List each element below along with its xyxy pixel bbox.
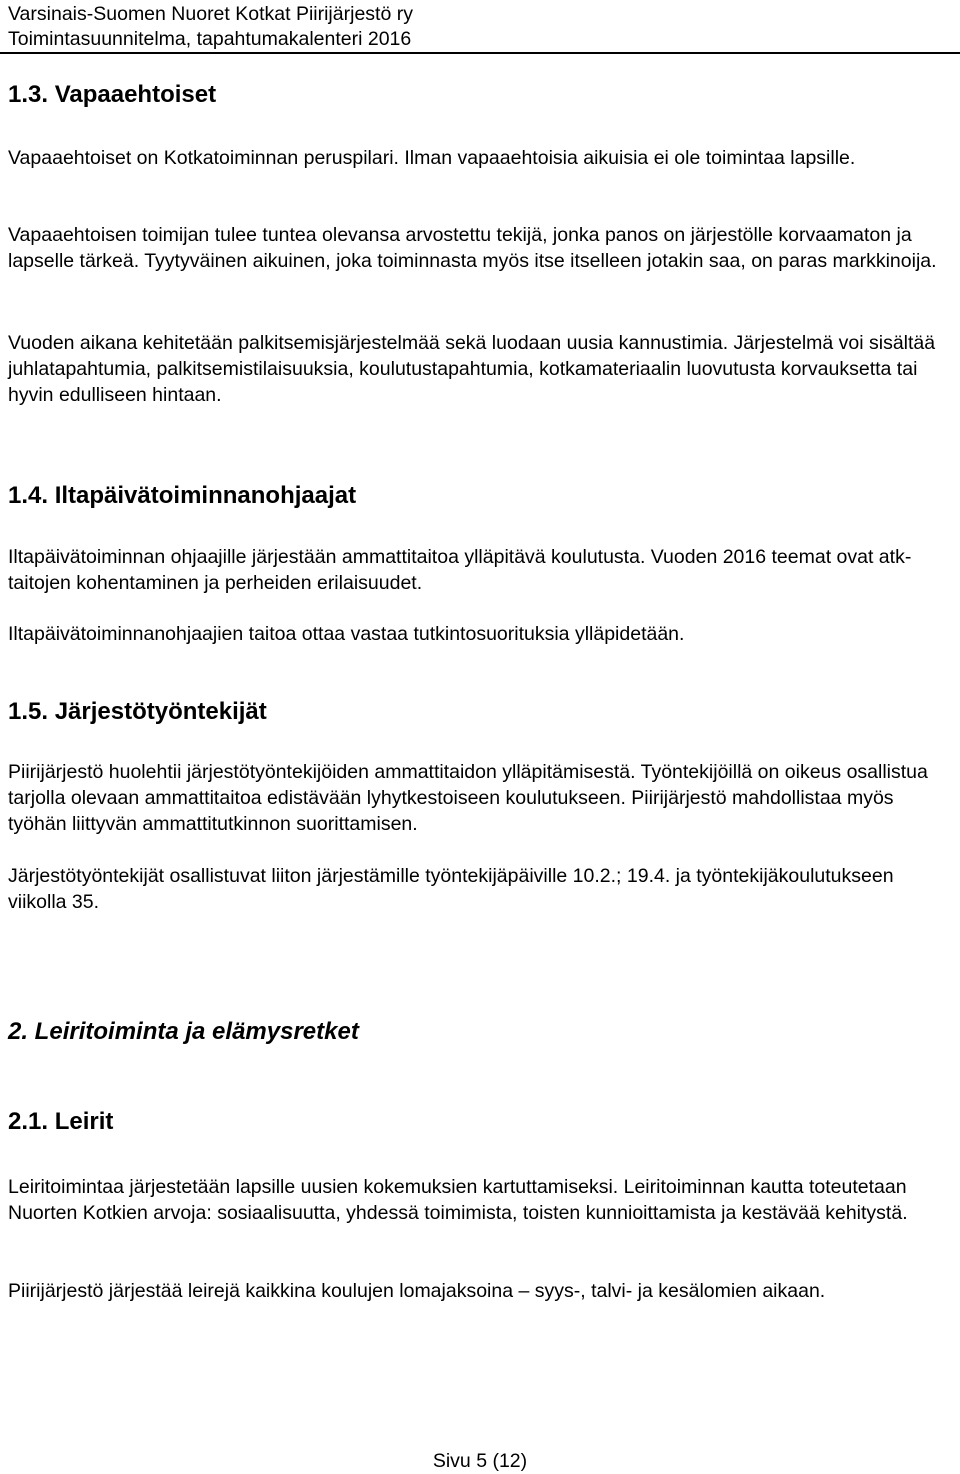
section-heading-2: 2. Leiritoiminta ja elämysretket: [8, 1018, 359, 1045]
paragraph-1-5-2: Järjestötyöntekijät osallistuvat liiton järjestämille työntekijäpäiville 10.2.; 19.4. ja työntekijäkoulutukseen viikolla 35.: [8, 865, 894, 913]
document-title: Toimintasuunnitelma, tapahtumakalenteri 2016: [8, 28, 412, 50]
section-heading-2-1: 2.1. Leirit: [8, 1108, 114, 1135]
paragraph-1-3-2: Vapaaehtoisen toimijan tulee tuntea olevansa arvostettu tekijä, jonka panos on järjestölle korvaamaton ja lapselle tärkeä. Tyytyväinen aikuinen, joka toiminnasta myös itse itselleen jotakin saa, on paras markkinoija.: [8, 224, 937, 272]
page-header: [8, 2, 952, 52]
paragraph-2-1-2: Piirijärjestö järjestää leirejä kaikkina koulujen lomajaksoina – syys-, talvi- ja kesälomien aikaan.: [8, 1280, 826, 1302]
paragraph-1-4-2: Iltapäivätoiminnanohjaajien taitoa ottaa vastaa tutkintosuorituksia ylläpidetään.: [8, 623, 685, 645]
paragraph-1-4-1: Iltapäivätoiminnan ohjaajille järjestään ammattitaitoa ylläpitävä koulutusta. Vuoden 2016 teemat ovat atk-taitojen kohentaminen ja perheiden erilaisuudet.: [8, 546, 912, 594]
paragraph-1-3-1: Vapaaehtoiset on Kotkatoiminnan peruspilari. Ilman vapaaehtoisia aikuisia ei ole toimintaa lapsille.: [8, 147, 856, 169]
section-heading-1-4: 1.4. Iltapäivätoiminnanohjaajat: [8, 482, 357, 509]
section-heading-1-3: 1.3. Vapaaehtoiset: [8, 81, 217, 108]
header-divider: [0, 52, 960, 54]
section-heading-1-5: 1.5. Järjestötyöntekijät: [8, 698, 267, 725]
organization-name: Varsinais-Suomen Nuoret Kotkat Piirijärjestö ry: [8, 3, 413, 25]
paragraph-2-1-1: Leiritoimintaa järjestetään lapsille uusien kokemuksien kartuttamiseksi. Leiritoiminnan kautta toteutetaan Nuorten Kotkien arvoja: sosiaalisuutta, yhdessä toimimista, toisten kunnioittamista ja kestävää kehitystä.: [8, 1176, 908, 1224]
page-number: Sivu 5 (12): [432, 1450, 528, 1472]
paragraph-1-5-1: Piirijärjestö huolehtii järjestötyöntekijöiden ammattitaidon ylläpitämisestä. Työntekijöillä on oikeus osallistua tarjolla olevaan ammattitaitoa edistävään lyhytkestoiseen koulutukseen. Piirijärjestö mahdollistaa myös työhän liittyvän ammattitutkinnon suorittamisen.: [8, 761, 928, 835]
paragraph-1-3-3: Vuoden aikana kehitetään palkitsemisjärjestelmää sekä luodaan uusia kannustimia. Järjestelmä voi sisältää juhlatapahtumia, palkitsemistilaisuuksia, koulutustapahtumia, kotkamateriaalin luovutusta korvauksetta tai hyvin edulliseen hintaan.: [8, 332, 936, 406]
